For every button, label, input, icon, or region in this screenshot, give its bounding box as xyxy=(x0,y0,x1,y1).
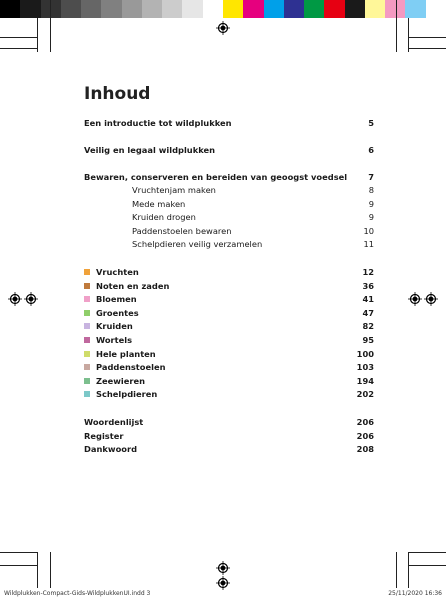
color-swatch xyxy=(162,0,183,18)
toc-entry-page: 208 xyxy=(356,444,374,455)
toc-row xyxy=(84,171,374,185)
section-color-square xyxy=(84,351,90,357)
color-swatch xyxy=(324,0,345,18)
toc-sections xyxy=(84,266,374,402)
toc-row xyxy=(84,334,374,348)
color-swatch xyxy=(284,0,305,18)
toc-entry-title: Paddenstoelen xyxy=(96,362,166,373)
toc-intro xyxy=(84,117,374,185)
crop-mark xyxy=(0,37,38,38)
crop-mark xyxy=(50,0,51,52)
toc-entry-page: 12 xyxy=(362,267,374,277)
color-swatch xyxy=(142,0,163,18)
toc-row xyxy=(84,430,374,444)
toc-entry-page: 6 xyxy=(368,145,374,155)
toc-entry-page: 206 xyxy=(356,430,374,441)
toc-entry-page: 36 xyxy=(362,280,374,291)
toc-entry-page: 8 xyxy=(368,185,374,195)
section-color-square xyxy=(84,283,90,289)
section-color-square xyxy=(84,378,90,384)
registration-mark-icon xyxy=(216,21,230,35)
toc-row xyxy=(84,225,374,239)
registration-mark-icon xyxy=(408,292,422,306)
toc-entry-title: Dankwoord xyxy=(84,444,138,455)
color-swatch xyxy=(20,0,41,18)
section-color-square xyxy=(84,296,90,302)
crop-mark xyxy=(0,565,38,566)
slug-timestamp: 25/11/2020 16:36 xyxy=(388,590,442,597)
crop-mark xyxy=(408,565,446,566)
color-calibration-bar xyxy=(0,0,446,18)
registration-mark-icon xyxy=(216,576,230,590)
toc-entry-title: Een introductie tot wildplukken xyxy=(84,118,232,128)
toc-entry-page: 41 xyxy=(362,294,374,305)
toc-row xyxy=(84,443,374,457)
toc-entry-page: 206 xyxy=(356,417,374,427)
toc-row xyxy=(84,293,374,307)
crop-mark xyxy=(396,0,397,52)
toc-row xyxy=(84,416,374,430)
toc-row xyxy=(84,144,374,171)
toc-entry-title: Hele planten xyxy=(96,348,156,359)
toc-entry-title: Vruchten xyxy=(96,267,139,277)
crop-mark xyxy=(0,48,38,49)
color-swatch xyxy=(345,0,366,18)
toc-entry-title: Wortels xyxy=(96,334,133,345)
toc-row xyxy=(84,307,374,321)
toc-entry-page: 202 xyxy=(356,389,374,400)
page-title: Inhoud xyxy=(84,84,151,104)
crop-mark xyxy=(408,18,409,52)
toc-entry-page: 10 xyxy=(363,225,374,236)
toc-entry-page: 194 xyxy=(356,375,374,386)
section-color-square xyxy=(84,323,90,329)
crop-mark xyxy=(408,552,446,553)
registration-mark-icon xyxy=(24,292,38,306)
toc-row xyxy=(84,184,374,198)
toc-row xyxy=(84,198,374,212)
toc-entry-page: 5 xyxy=(368,118,374,128)
toc-entry-title: Register xyxy=(84,430,124,441)
toc-entry-page: 103 xyxy=(356,362,374,373)
toc-entry-title: Schelpdieren veilig verzamelen xyxy=(132,239,263,250)
crop-mark xyxy=(0,552,38,553)
registration-mark-icon xyxy=(424,292,438,306)
toc-entry-page: 9 xyxy=(368,212,374,223)
color-swatch xyxy=(81,0,102,18)
toc-row xyxy=(84,388,374,402)
toc-entry-title: Bewaren, conserveren en bereiden van geoogst voedsel xyxy=(84,172,348,182)
toc-entry-title: Kruiden drogen xyxy=(132,212,196,223)
toc-row xyxy=(84,320,374,334)
color-swatch xyxy=(122,0,143,18)
section-color-square xyxy=(84,269,90,275)
toc-entry-title: Zeewieren xyxy=(96,375,146,386)
toc-row xyxy=(84,361,374,375)
color-swatch xyxy=(101,0,122,18)
toc-entry-title: Vruchtenjam maken xyxy=(132,185,216,195)
toc-row xyxy=(84,280,374,294)
toc-row xyxy=(84,117,374,144)
color-swatch xyxy=(405,0,426,18)
toc-entry-title: Kruiden xyxy=(96,321,133,332)
crop-mark xyxy=(396,552,397,588)
registration-mark-icon xyxy=(8,292,22,306)
toc-entry-title: Woordenlijst xyxy=(84,417,144,427)
toc-entry-title: Mede maken xyxy=(132,198,186,209)
toc-entry-page: 9 xyxy=(368,198,374,209)
toc-row xyxy=(84,266,374,280)
toc-entry-page: 82 xyxy=(362,321,374,332)
color-swatch xyxy=(182,0,203,18)
toc-entry-title: Paddenstoelen bewaren xyxy=(132,225,232,236)
toc-entry-page: 100 xyxy=(356,348,374,359)
slug-filename: Wildplukken-Compact-Gids-WildplukkenUI.indd 3 xyxy=(4,590,151,597)
color-swatch xyxy=(61,0,82,18)
crop-mark xyxy=(37,552,38,588)
toc-row xyxy=(84,238,374,252)
toc-row xyxy=(84,375,374,389)
toc-subsections xyxy=(84,184,374,252)
color-swatch xyxy=(243,0,264,18)
registration-mark-icon xyxy=(216,561,230,575)
toc-entry-title: Bloemen xyxy=(96,294,137,305)
crop-mark xyxy=(50,552,51,588)
toc-entry-page: 95 xyxy=(362,334,374,345)
crop-mark xyxy=(408,48,446,49)
toc-entry-page: 7 xyxy=(368,172,374,182)
color-swatch xyxy=(304,0,325,18)
toc-end xyxy=(84,416,374,457)
toc-row xyxy=(84,348,374,362)
section-color-square xyxy=(84,337,90,343)
toc-row xyxy=(84,211,374,225)
toc-entry-page: 11 xyxy=(363,239,374,250)
toc-entry-title: Veilig en legaal wildplukken xyxy=(84,145,216,155)
crop-mark xyxy=(37,18,38,52)
color-swatch xyxy=(203,0,224,18)
section-color-square xyxy=(84,364,90,370)
section-color-square xyxy=(84,391,90,397)
color-swatch xyxy=(223,0,244,18)
crop-mark xyxy=(408,552,409,588)
crop-mark xyxy=(408,37,446,38)
toc-entry-title: Noten en zaden xyxy=(96,280,170,291)
toc-entry-title: Schelpdieren xyxy=(96,389,158,400)
color-swatch xyxy=(0,0,21,18)
toc-entry-title: Groentes xyxy=(96,307,139,318)
color-swatch xyxy=(365,0,386,18)
color-swatch xyxy=(264,0,285,18)
section-color-square xyxy=(84,310,90,316)
color-swatch xyxy=(426,0,446,18)
toc-entry-page: 47 xyxy=(362,307,374,318)
